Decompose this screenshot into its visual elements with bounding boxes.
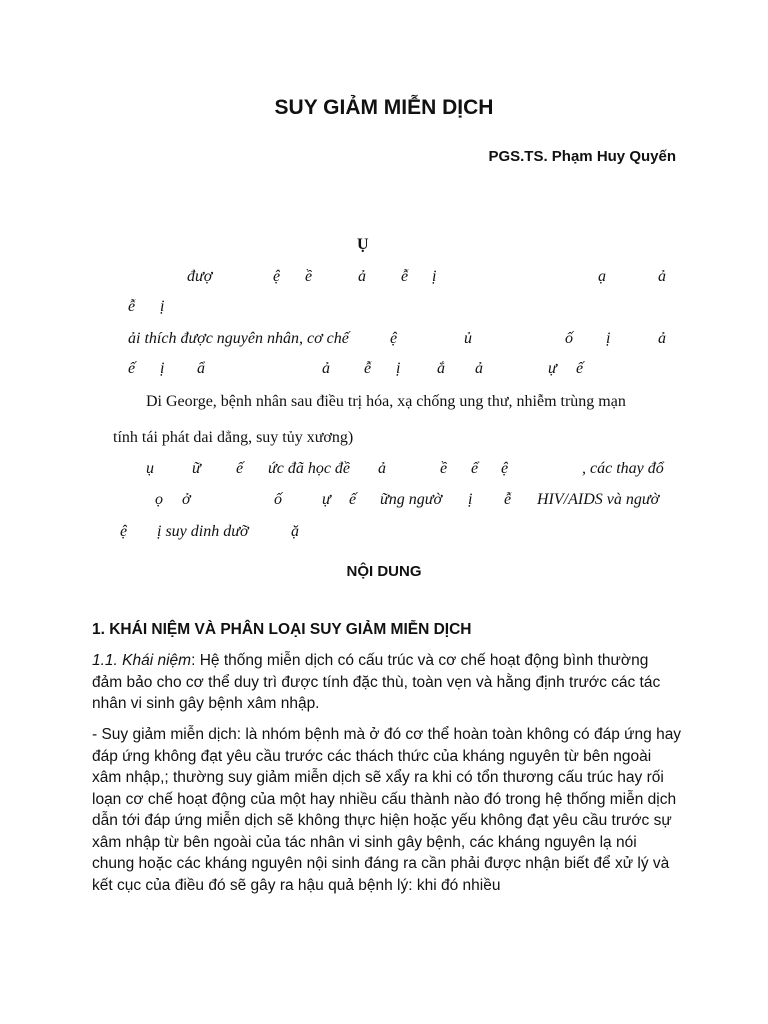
garbled-fragment: ả (358, 268, 366, 285)
garbled-fragment: ệ (273, 268, 281, 285)
garbled-fragment: Ụ (357, 236, 369, 253)
paragraph-definition (92, 650, 682, 715)
content-heading: NỘI DUNG (346, 563, 422, 580)
garbled-fragment: ệ (501, 460, 509, 477)
garbled-fragment: ế (128, 360, 136, 377)
garbled-fragment: ể (471, 460, 479, 477)
garbled-fragment: ọ (155, 491, 163, 508)
paragraph-immunodeficiency (92, 724, 682, 896)
garbled-fragment: ề (440, 460, 448, 477)
garbled-fragment: ị (396, 360, 401, 377)
garbled-fragment: ẩ (197, 360, 205, 377)
garbled-fragment: , các thay đổ (582, 460, 664, 477)
garbled-fragment: ế (236, 460, 244, 477)
garbled-fragment: ở (182, 491, 191, 508)
garbled-fragment: ả (322, 360, 330, 377)
garbled-fragment: ễ (128, 298, 136, 315)
document-title: SUY GIẢM MIỄN DỊCH (274, 96, 494, 119)
garbled-fragment: ễ (504, 491, 512, 508)
garbled-fragment: ế (349, 491, 357, 508)
garbled-fragment: ế (576, 360, 584, 377)
immunodeficiency-text: - Suy giảm miễn dịch: là nhóm bệnh mà ở đó cơ thể hoàn toàn không có đáp ứng hay đáp ứng không đạt yêu cầu trước các thách thức của kháng nguyên từ bên ngoài xâm nhập,; thường suy giảm miễn dịch sẽ xẩy ra khi có tổn thương cấu trúc hay rối loạn cơ chế hoạt động của một hay nhiều cấu thành nào đó trong hệ thống miễn dịch dẫn tới đáp ứng miễn dịch sẽ không thực hiện hoặc yếu không đạt yêu cầu trước sự xâm nhập từ bên ngoài của tác nhân vi sinh gây bệnh, các kháng nguyên lạ nói chung hoặc các kháng nguyên nội sinh đáng ra cần phải được nhận biết để xử lý và kết cục của điều đó sẽ gây ra hậu quả bệnh lý: khi đó nhiều (92, 726, 682, 894)
garbled-fragment: ễ (364, 360, 372, 377)
garbled-fragment: HIV/AIDS và ngườ (537, 491, 660, 508)
garbled-fragment: ả (658, 268, 666, 285)
garbled-fragment: ả (658, 330, 666, 347)
garbled-fragment: ả (475, 360, 483, 377)
garbled-fragment: ệ (390, 330, 398, 347)
garbled-fragment: ố (565, 330, 573, 347)
garbled-fragment: ị (432, 268, 437, 285)
garbled-fragment: ệ (120, 523, 128, 540)
garbled-fragment: ắ (437, 360, 445, 377)
garbled-fragment: ủ (464, 330, 472, 347)
definition-text: : Hệ thống miễn dịch có cấu trúc và cơ chế hoạt động bình thường đảm bảo cho cơ thể duy trì được tính đặc thù, toàn vẹn và hằng định trước các tác nhân vi sinh gây bệnh xâm nhập. (92, 652, 661, 712)
garbled-fragment: ững ngườ (380, 491, 442, 508)
garbled-fragment: đượ (187, 268, 213, 285)
garbled-fragment: ị (160, 360, 165, 377)
garbled-fragment: ố (274, 491, 282, 508)
intro-line-2: tính tái phát dai dẳng, suy tủy xương) (113, 429, 354, 446)
garbled-fragment: ặ (291, 523, 299, 540)
garbled-fragment: ữ (192, 460, 201, 477)
garbled-fragment: ả (378, 460, 386, 477)
section-heading: 1. KHÁI NIỆM VÀ PHÂN LOẠI SUY GIẢM MIỄN DỊCH (92, 621, 472, 638)
definition-label: 1.1. Khái niệm (92, 652, 192, 669)
document-author: PGS.TS. Phạm Huy Quyến (488, 148, 676, 165)
garbled-fragment: ự (322, 491, 331, 508)
intro-line-1: Di George, bệnh nhân sau điều trị hóa, xạ chống ung thư, nhiễm trùng mạn (146, 393, 626, 410)
garbled-fragment: ị (468, 491, 473, 508)
garbled-fragment: ề (305, 268, 313, 285)
garbled-fragment: ị suy dinh dưỡ (157, 523, 249, 540)
garbled-fragment: ị (160, 298, 165, 315)
garbled-fragment: ễ (401, 268, 409, 285)
garbled-fragment: ụ (146, 460, 154, 477)
garbled-fragment: ức đã học đề (268, 460, 351, 477)
garbled-fragment: ạ (598, 268, 606, 285)
garbled-fragment: ị (606, 330, 611, 347)
garbled-fragment: ự (548, 360, 557, 377)
garbled-fragment: ải thích được nguyên nhân, cơ chế (128, 330, 349, 347)
